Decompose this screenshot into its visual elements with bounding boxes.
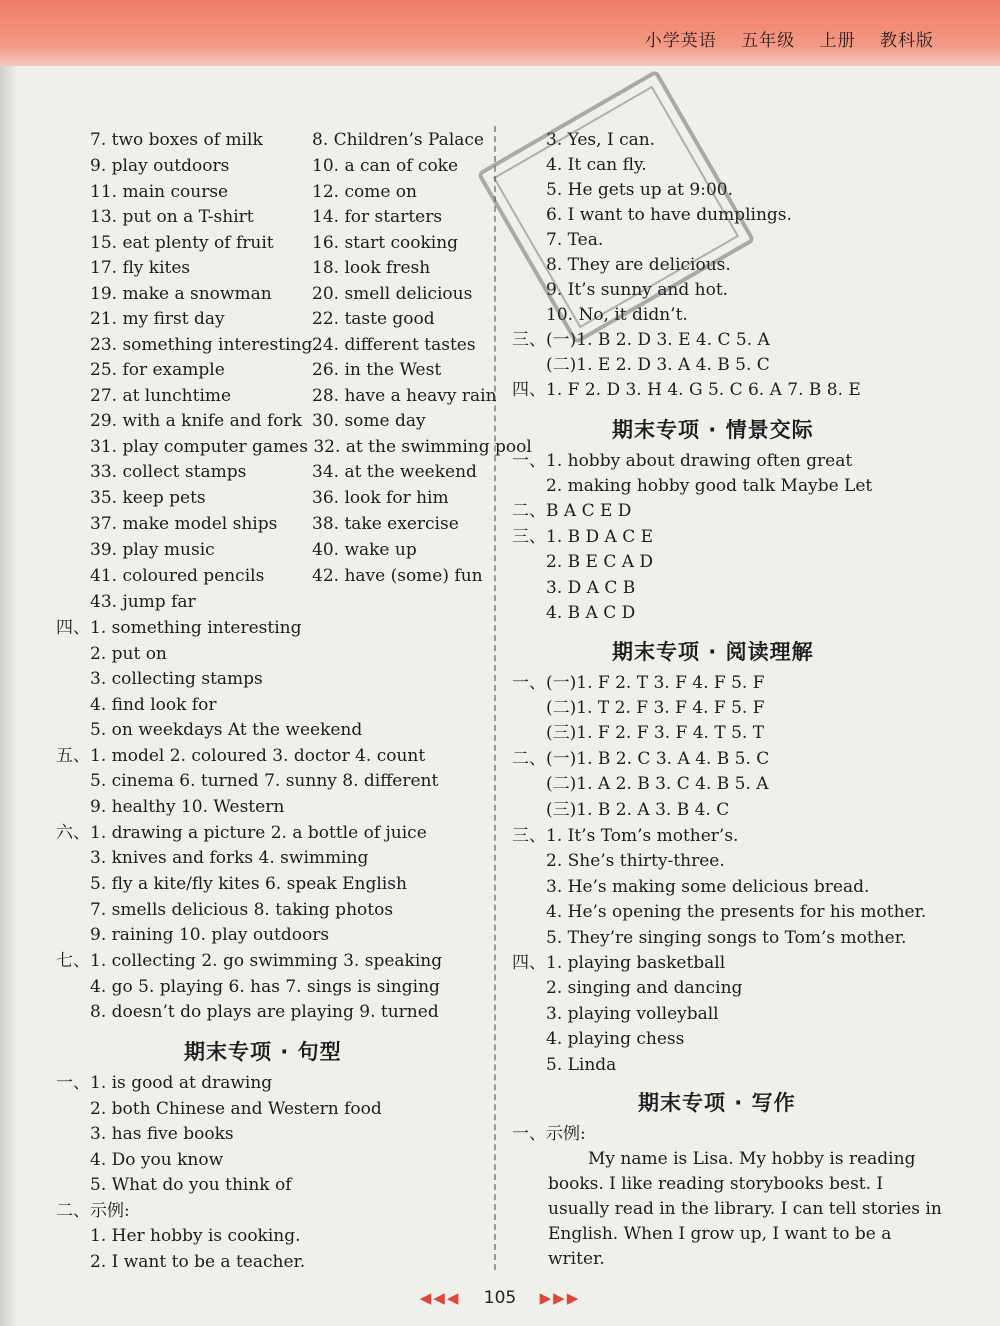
answer-line: 4. find look for <box>90 695 217 715</box>
answer-line: 六、1. drawing a picture 2. a bottle of juice <box>56 823 427 843</box>
subject-label: 小学英语 <box>644 31 717 51</box>
answer-line: 9. play outdoors <box>90 156 230 176</box>
answer-line: 5. Linda <box>546 1055 617 1075</box>
answer-line: 25. for example <box>90 360 225 380</box>
answer-line: 3. He’s making some delicious bread. <box>546 877 870 897</box>
section-heading: 期末专项 · 阅读理解 <box>612 640 814 664</box>
next-arrows-icon: ▶▶▶ <box>539 1289 581 1307</box>
answer-line: My name is Lisa. My hobby is reading <box>588 1149 916 1169</box>
answer-line: 43. jump far <box>90 592 196 612</box>
answer-line: 36. look for him <box>312 488 449 508</box>
answer-line: 2. making hobby good talk Maybe Let <box>546 476 873 496</box>
answer-line: 39. play music <box>90 540 215 560</box>
answer-line: 8. Children’s Palace <box>312 130 484 150</box>
answer-line: 28. have a heavy rain <box>312 386 497 406</box>
answer-line: 3. playing volleyball <box>546 1004 719 1024</box>
answer-line: English. When I grow up, I want to be a <box>548 1224 892 1244</box>
answer-line: 19. make a snowman <box>90 284 272 304</box>
answer-line: 四、1. something interesting <box>56 618 302 638</box>
answer-line: 29. with a knife and fork <box>90 411 302 431</box>
answer-line: 13. put on a T-shirt <box>90 207 254 227</box>
answer-line: (二)1. E 2. D 3. A 4. B 5. C <box>546 355 770 375</box>
answer-line: (二)1. T 2. F 3. F 4. F 5. F <box>546 698 765 718</box>
answer-line: 33. collect stamps <box>90 462 247 482</box>
watermark-stamp <box>476 69 755 344</box>
header-banner <box>0 0 1000 66</box>
answer-line: 3. has five books <box>90 1124 234 1144</box>
answer-line: 8. doesn’t do plays are playing 9. turned <box>90 1002 439 1022</box>
answer-line: 9. raining 10. play outdoors <box>90 925 330 945</box>
answer-line: 22. taste good <box>312 309 435 329</box>
answer-line: 40. wake up <box>312 540 417 560</box>
answer-line: 3. Yes, I can. <box>546 130 656 150</box>
answer-line: 9. It’s sunny and hot. <box>546 280 729 300</box>
grade-label: 五年级 <box>741 31 796 51</box>
answer-line: 四、1. playing basketball <box>512 953 726 973</box>
answer-line: 14. for starters <box>312 207 443 227</box>
volume-label: 上册 <box>819 31 856 51</box>
page-footer <box>0 1288 1000 1308</box>
answer-line: 2. both Chinese and Western food <box>90 1099 382 1119</box>
answer-line: (三)1. B 2. A 3. B 4. C <box>546 800 730 820</box>
answer-line: 5. What do you think of <box>90 1175 292 1195</box>
answer-line: 二、示例: <box>56 1201 130 1221</box>
answer-line: 三、1. B D A C E <box>512 527 654 547</box>
answer-line: 7. smells delicious 8. taking photos <box>90 900 394 920</box>
answer-line: 一、(一)1. F 2. T 3. F 4. F 5. F <box>512 673 765 693</box>
answer-line: 18. look fresh <box>312 258 431 278</box>
answer-line: 11. main course <box>90 182 229 202</box>
answer-line: 5. fly a kite/fly kites 6. speak English <box>90 874 407 894</box>
answer-line: 2. singing and dancing <box>546 978 743 998</box>
edition-label: 教科版 <box>880 31 934 51</box>
answer-line: 2. put on <box>90 644 167 664</box>
answer-line: 4. go 5. playing 6. has 7. sings is singing <box>90 977 440 997</box>
answer-line: 4. B A C D <box>546 603 636 623</box>
answer-line: 3. knives and forks 4. swimming <box>90 848 369 868</box>
answer-line: 23. something interesting <box>90 335 313 355</box>
answer-line: 二、(一)1. B 2. C 3. A 4. B 5. C <box>512 749 770 769</box>
answer-line: 7. Tea. <box>546 230 604 250</box>
answer-line: 16. start cooking <box>312 233 459 253</box>
answer-line: 8. They are delicious. <box>546 255 731 275</box>
answer-line: 17. fly kites <box>90 258 191 278</box>
answer-line: 30. some day <box>312 411 426 431</box>
answer-line: 27. at lunchtime <box>90 386 232 406</box>
section-heading: 期末专项 · 写作 <box>638 1091 796 1115</box>
answer-line: 10. No, it didn’t. <box>546 305 688 325</box>
answer-line: writer. <box>548 1249 605 1269</box>
answer-line: 42. have (some) fun <box>312 566 483 586</box>
answer-line: 34. at the weekend <box>312 462 477 482</box>
answer-line: 2. B E C A D <box>546 552 654 572</box>
answer-line: 5. He gets up at 9:00. <box>546 180 733 200</box>
answer-line: 37. make model ships <box>90 514 278 534</box>
answer-line: 七、1. collecting 2. go swimming 3. speaking <box>56 951 443 971</box>
answer-line: 24. different tastes <box>312 335 476 355</box>
answer-line: 4. playing chess <box>546 1029 685 1049</box>
column-divider <box>494 126 496 1270</box>
answer-line: 35. keep pets <box>90 488 206 508</box>
answer-line: 31. play computer games 32. at the swimming pool <box>90 437 532 457</box>
answer-line: 三、(一)1. B 2. D 3. E 4. C 5. A <box>512 330 770 350</box>
answer-line: 3. collecting stamps <box>90 669 263 689</box>
prev-arrows-icon: ◀◀◀ <box>419 1289 461 1307</box>
answer-line: (三)1. F 2. F 3. F 4. T 5. T <box>546 723 765 743</box>
section-heading: 期末专项 · 情景交际 <box>612 418 814 442</box>
answer-line: 41. coloured pencils <box>90 566 265 586</box>
answer-line: 21. my first day <box>90 309 225 329</box>
answer-line: 二、B A C E D <box>512 501 632 521</box>
answer-line: books. I like reading storybooks best. I <box>548 1174 884 1194</box>
answer-line: 38. take exercise <box>312 514 459 534</box>
answer-line: 20. smell delicious <box>312 284 473 304</box>
answer-line: 5. They’re singing songs to Tom’s mother. <box>546 928 907 948</box>
answer-line: 5. cinema 6. turned 7. sunny 8. different <box>90 771 439 791</box>
answer-line: 9. healthy 10. Western <box>90 797 285 817</box>
answer-line: 7. two boxes of milk <box>90 130 263 150</box>
answer-line: (二)1. A 2. B 3. C 4. B 5. A <box>546 774 769 794</box>
answer-line: 四、1. F 2. D 3. H 4. G 5. C 6. A 7. B 8. E <box>512 380 861 400</box>
answer-line: 4. He’s opening the presents for his mother. <box>546 902 927 922</box>
answer-line: 6. I want to have dumplings. <box>546 205 792 225</box>
answer-line: 一、示例: <box>512 1124 586 1144</box>
answer-line: 一、1. is good at drawing <box>56 1073 273 1093</box>
answer-line: 2. She’s thirty-three. <box>546 851 725 871</box>
answer-line: 一、1. hobby about drawing often great <box>512 451 853 471</box>
answer-line: 10. a can of coke <box>312 156 459 176</box>
answer-line: 4. Do you know <box>90 1150 224 1170</box>
section-heading: 期末专项 · 句型 <box>184 1040 342 1064</box>
answer-line: 4. It can fly. <box>546 155 647 175</box>
answer-line: 2. I want to be a teacher. <box>90 1252 306 1272</box>
answer-line: 26. in the West <box>312 360 442 380</box>
answer-line: 15. eat plenty of fruit <box>90 233 274 253</box>
answer-line: 5. on weekdays At the weekend <box>90 720 363 740</box>
answer-line: usually read in the library. I can tell stories in <box>548 1199 942 1219</box>
answer-line: 3. D A C B <box>546 578 636 598</box>
answer-line: 12. come on <box>312 182 417 202</box>
answer-line: 三、1. It’s Tom’s mother’s. <box>512 826 739 846</box>
page-number: 105 <box>483 1288 517 1308</box>
book-spine-shadow <box>0 0 18 1326</box>
answer-line: 1. Her hobby is cooking. <box>90 1226 301 1246</box>
answer-line: 五、1. model 2. coloured 3. doctor 4. count <box>56 746 426 766</box>
book-info <box>627 26 934 51</box>
